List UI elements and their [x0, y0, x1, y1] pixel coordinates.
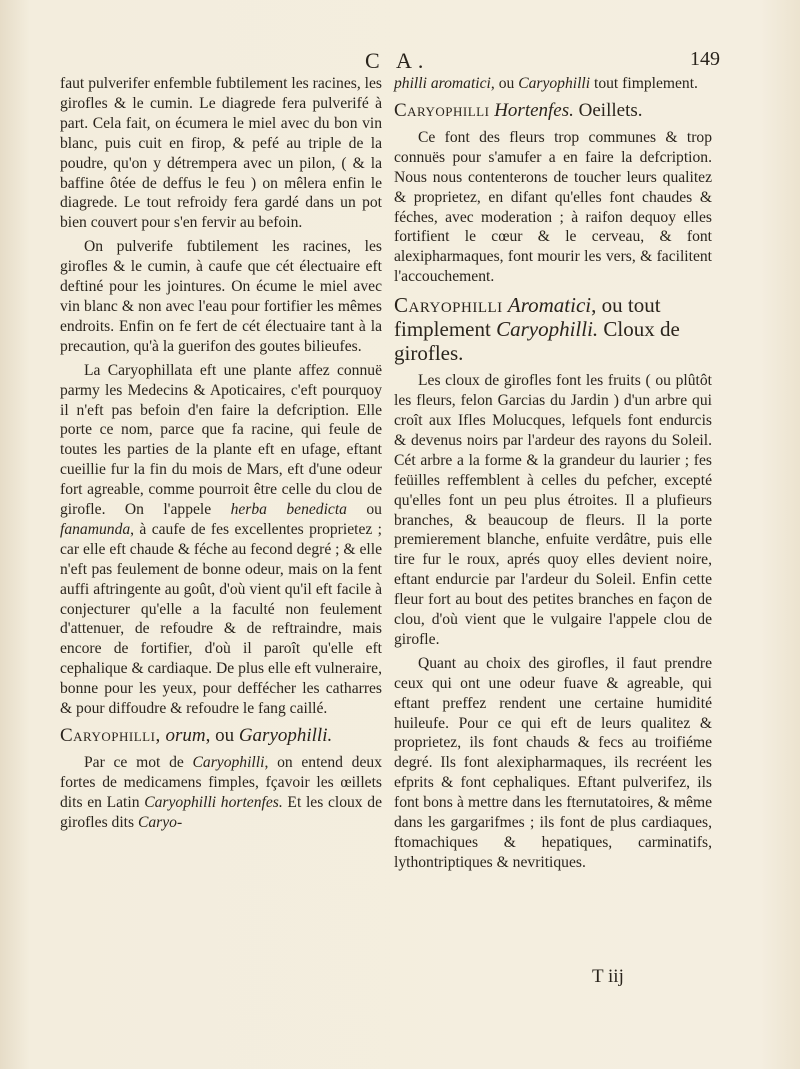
section-heading: [394, 100, 712, 122]
paragraph: Les cloux de girofles font les fruits ( ou plûtôt les fleurs, felon Garcias du Jardin ) d'un arbre qui croît aux Ifles Molucques, lefquels font endurcis & devenus noirs par l'ardeur des rayons du Soleil. Cét arbre a la forme & la grandeur du laurier ; fes feüilles reffemblent à celles du pefcher, excepté qu'elles font un peu plus étroites. Il a plufieurs branches, & beaucoup de fleurs. Il la porte premierement blanche, enfuite verdâtre, puis elle tire fur le roux, aprés quoy elles devient noire, eftant endurcie par l'ardeur du Soleil. Enfin cette fleur fort au bout des petites branches en façon de clou, d'où vient que le vulgaire l'appele clou de girofle.: [394, 372, 712, 648]
heading-italic: Garyophilli.: [238, 725, 333, 746]
paragraph: [60, 753, 382, 833]
paragraph: Ce font des fleurs trop communes & trop connuës pour s'amufer a en faire la defcription. Nous nous contenterons de toucher leurs qualitez & proprietez, en difant qu'elles font chaudes & féches, avec moderation ; à raifon dequoy elles fortifient le cœur & le cerveau, & font alexipharmaques, font mourir les vers, & facilitent l'accouchement.: [394, 128, 712, 286]
heading-smallcaps: Caryophilli: [394, 99, 490, 121]
page-number: 149: [690, 48, 720, 70]
heading-smallcaps: Caryophilli,: [60, 725, 161, 746]
paragraph: faut pulverifer enfemble fubtilement les racines, les girofles & le cumin. Le diagrede fera pulverifé à part. Cela fait, on écumera le miel avec du bon vin blanc, puis cuit en firop, & pefé au triple de la poudre, qu'on y détrempera avec un pilon, ( & la baffine ôtée de deffus le feu ) on mêlera enfin le diagrede. Le tout refroidy fera gardé dans un pot bien couvert pour s'en fervir au befoin.: [60, 75, 382, 232]
text-run: La Caryophillata eft une plante affez connuë parmy les Medecins & Apoticaires, c'eft pourquoy il n'eft pas befoin d'en faire la defcription. Elle porte ce nom, parce que fa racine, qui feule de toutes les parties de la plante eft en ufage, eftant cueillie fur la fin du mois de Mars, eft d'une odeur fort agreable, comme pourroit être celle du clou de girofle. On l'appele: [60, 361, 382, 519]
text-run: Et les cloux de girofles dits: [60, 793, 382, 831]
signature-mark: T iij: [592, 966, 624, 987]
heading-italic: Caryophilli.: [496, 317, 599, 342]
italic-term: philli aromatici: [394, 75, 491, 92]
text-run: Par ce mot de: [84, 754, 193, 771]
text-run: ou: [346, 501, 382, 519]
heading-italic: Hortenfes.: [494, 99, 574, 121]
section-heading: [60, 725, 382, 747]
left-column: [60, 74, 382, 837]
text-run: , ou: [490, 75, 519, 92]
heading-smallcaps: Caryophilli: [394, 293, 503, 318]
italic-term: herba benedicta: [230, 501, 347, 519]
text-run: , à caufe de fes excellentes proprietez ; car elle eft chaude & féche au fecond degré ; & elle n'eft pas feulement de bonne odeur, mais on la fent auffi aftringente au goût, d'où vient qu'il eft facile à conjecturer qu'elle a la faculté non feulement d'attenuer, de refoudre & de reftraindre, mais encore de fortifier, d'où il paroît qu'elle eft cephalique & cardiaque. De plus elle eft vulneraire, bonne pour les yeux, pour deffécher les catharres & pour diffoudre & refoudre le fang caillé.: [60, 520, 382, 718]
paragraph: [394, 74, 712, 94]
heading-italic: orum: [165, 725, 206, 746]
heading-text: , ou: [205, 725, 235, 746]
heading-text: Cloux de girofles.: [394, 317, 680, 366]
heading-italic: Aromatici: [507, 293, 592, 318]
italic-term: Caryophilli: [518, 75, 591, 92]
right-column: [394, 74, 712, 877]
paragraph: On pulverife fubtilement les racines, les girofles & le cumin, à caufe que cét électuaire eft deftiné pour les jointures. On écume le miel avec vin blanc & non avec l'eau pour fortifier les mêmes endroits. Enfin on fe fert de cét électuaire tant à la precaution, qu'à la guerifon des goutes bilieufes.: [60, 238, 382, 355]
text-run: tout fimplement.: [590, 75, 698, 92]
paragraph: Quant au choix des girofles, il faut prendre ceux qui ont une odeur fuave & agreable, qui eftant preffez rendent une certaine humidité huileufe. Pour ce qui eft de leurs qualitez & proprietez, ils font chauds & fecs au troifiéme degré. Ils font alexipharmaques, ils recréent les efprits & font cephaliques. Eftant pulverifez, ils font bons à mettre dans les fternutatoires, & même dans les gargarifmes ; ils font de plus cardiaques, ftomachiques & hepatiques, carminatifs, lythontriptiques & nevritiques.: [394, 654, 712, 871]
italic-term: Caryophilli hortenfes.: [144, 793, 283, 811]
text-run: , on entend deux fortes de medicamens fimples, fçavoir les œillets dits en Latin: [60, 754, 382, 811]
italic-term: Caryo-: [137, 813, 183, 831]
section-heading: [394, 293, 712, 365]
heading-text: , ou tout fimplement: [394, 293, 661, 342]
heading-text: Oeillets.: [578, 99, 643, 121]
running-title: C A.: [365, 48, 430, 73]
italic-term: fanamunda: [60, 520, 131, 538]
italic-term: Caryophilli: [192, 754, 265, 771]
paragraph: [60, 361, 382, 719]
